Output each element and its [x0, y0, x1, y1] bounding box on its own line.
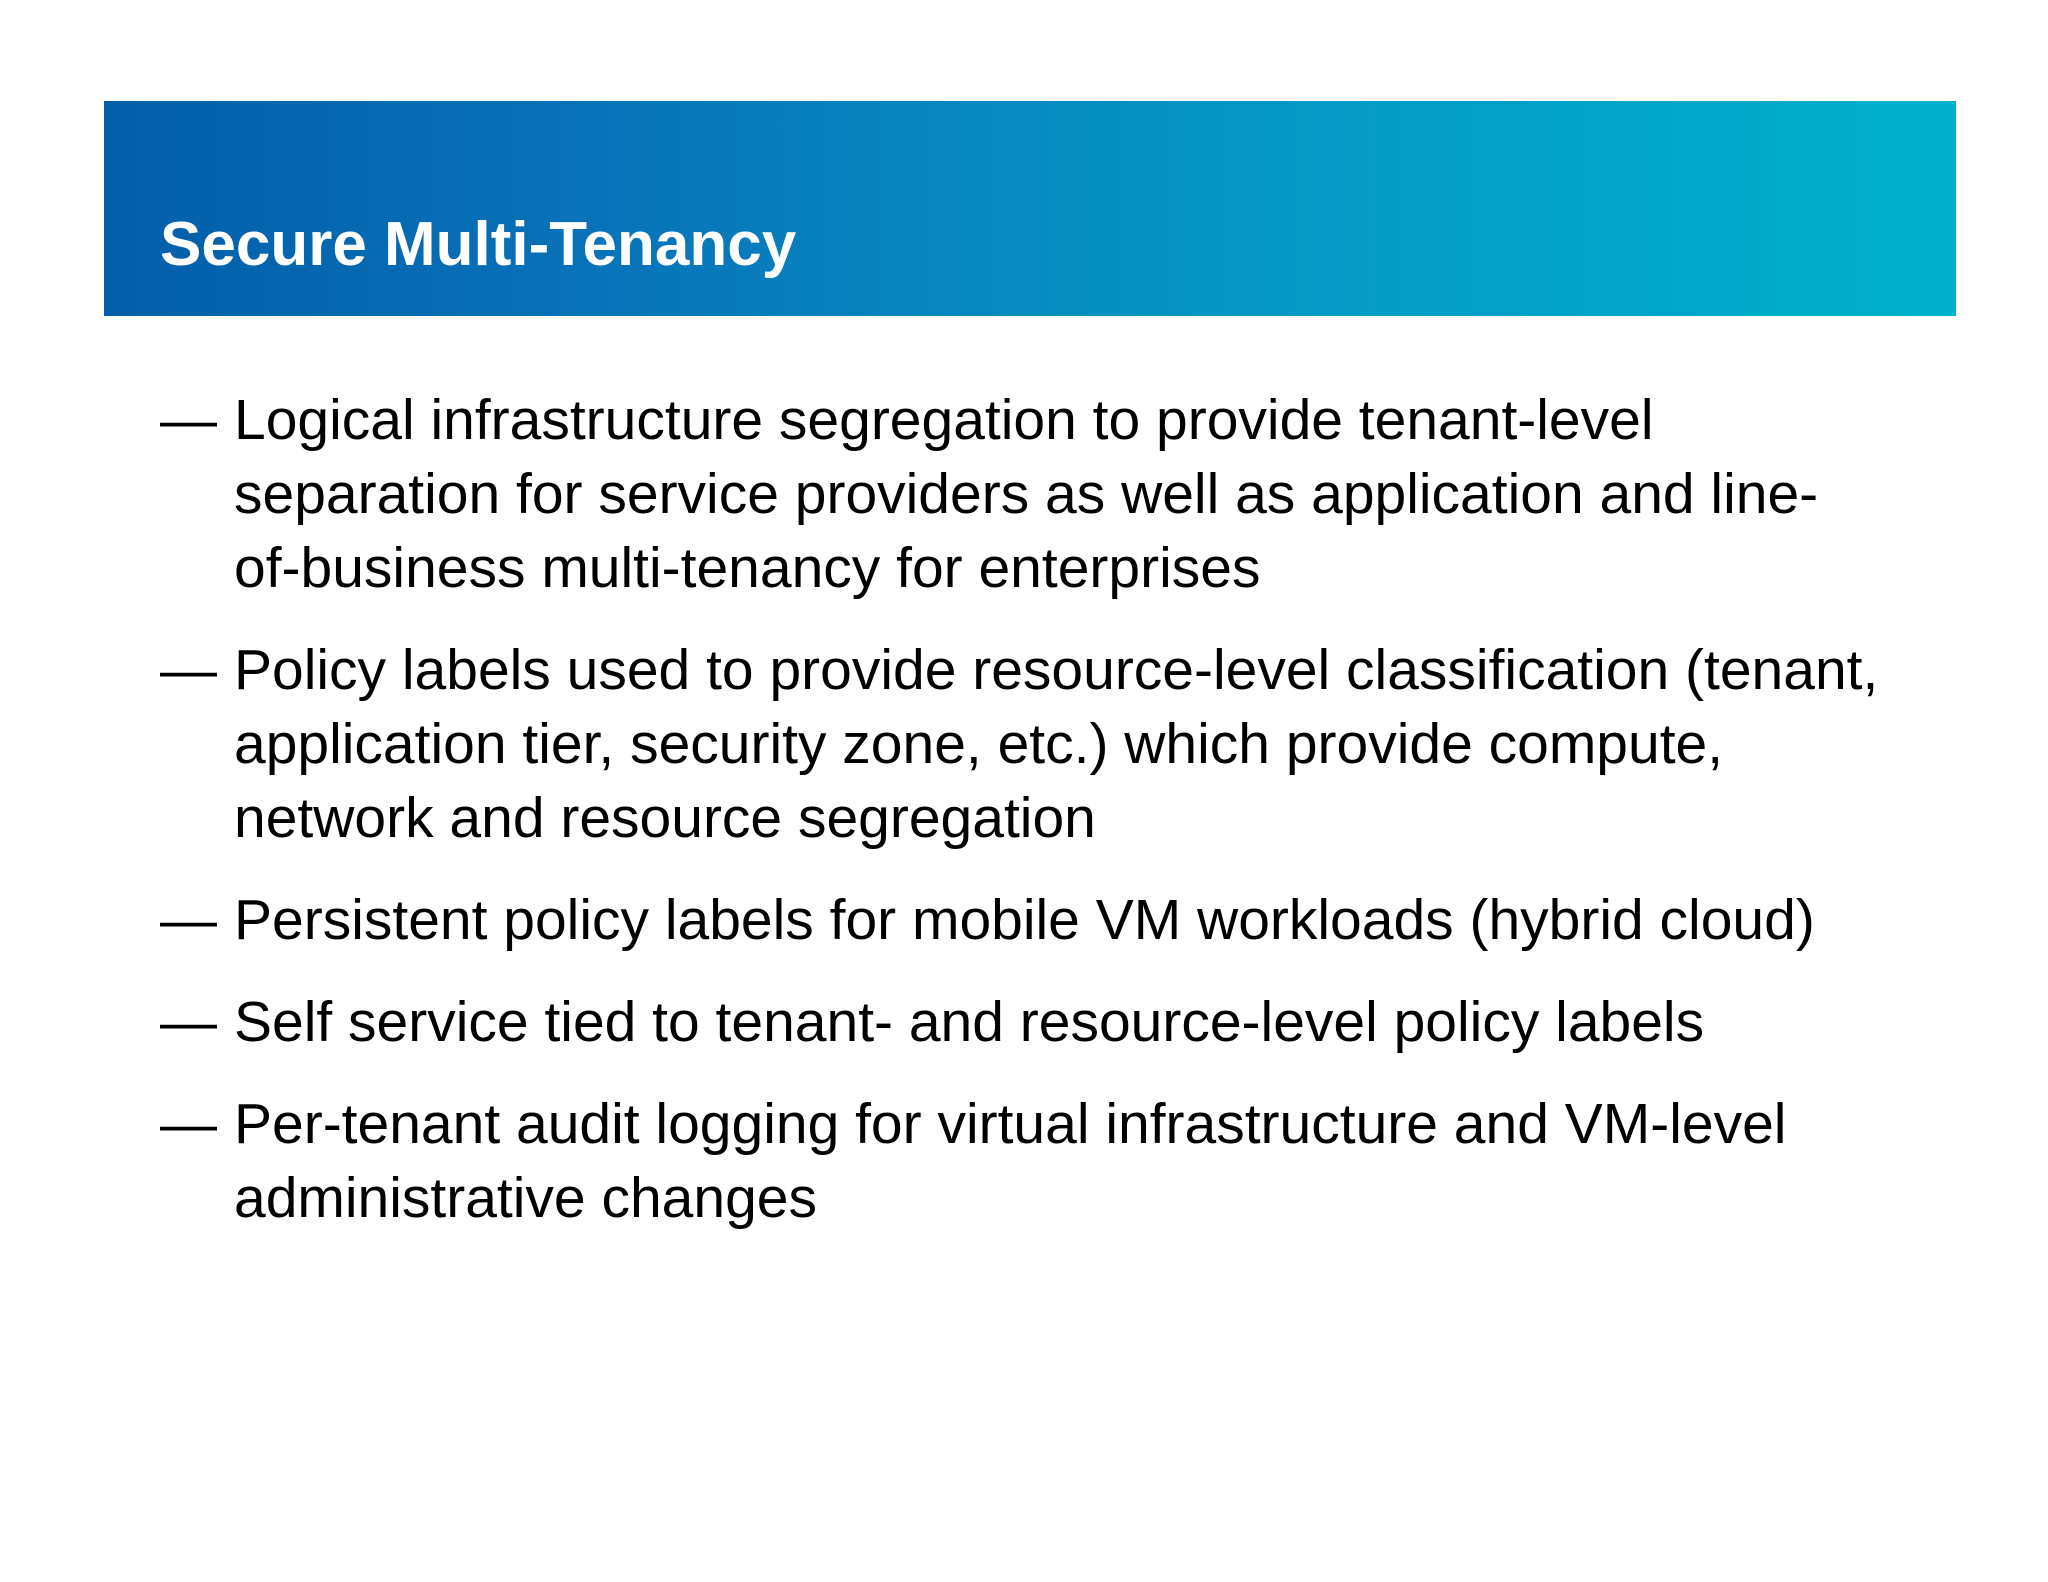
bullet-dash-icon: —	[160, 990, 217, 1054]
bullet-item	[160, 985, 1880, 1059]
bullet-dash-icon: —	[160, 388, 217, 452]
bullet-dash-icon: —	[160, 888, 217, 952]
bullet-text: Persistent policy labels for mobile VM workloads (hybrid cloud)	[234, 888, 1815, 952]
bullet-text: Policy labels used to provide resource-level classification (tenant, application tier, security zone, etc.) which provide compute, network and resource segregation	[234, 638, 1879, 850]
bullet-text: Self service tied to tenant- and resource-level policy labels	[234, 990, 1705, 1054]
title-banner	[104, 101, 1956, 316]
bullet-dash-icon: —	[160, 638, 217, 702]
bullet-item	[160, 383, 1880, 605]
bullet-list	[160, 383, 1880, 1263]
bullet-text: Logical infrastructure segregation to provide tenant-level separation for service providers as well as application and line-of-business multi-tenancy for enterprises	[234, 388, 1819, 600]
bullet-text: Per-tenant audit logging for virtual infrastructure and VM-level administrative changes	[234, 1092, 1787, 1230]
bullet-dash-icon: —	[160, 1092, 217, 1156]
bullet-item	[160, 883, 1880, 957]
slide-title: Secure Multi-Tenancy	[160, 210, 797, 279]
bullet-item	[160, 633, 1880, 855]
bullet-item	[160, 1087, 1880, 1235]
